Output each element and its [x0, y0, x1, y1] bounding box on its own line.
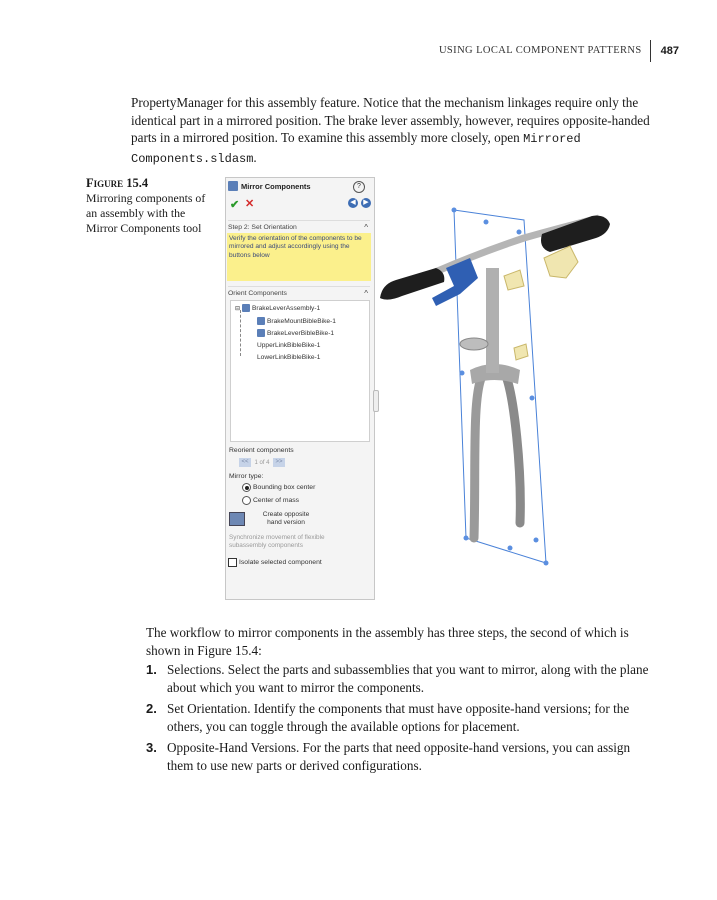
bike-assembly-image: [374, 198, 614, 568]
figure-caption-text: Mirroring components of an assembly with the Mirror Components tool: [86, 191, 206, 235]
mirror-type-label: Mirror type:: [229, 473, 264, 480]
sync-movement-checkbox[interactable]: [229, 534, 349, 550]
panel-title: [228, 181, 311, 191]
part-icon: [257, 329, 265, 337]
tree-item[interactable]: [257, 329, 334, 337]
radio-label: Center of mass: [253, 497, 300, 504]
tree-connector: [240, 310, 241, 356]
bell: [460, 338, 488, 350]
radio-unselected-icon[interactable]: [242, 496, 251, 505]
collapse-caret-icon[interactable]: ^: [364, 289, 368, 298]
next-arrow-icon[interactable]: ▶: [361, 198, 371, 208]
fork-left: [474, 376, 482, 538]
intro-paragraph: [131, 94, 656, 168]
figure-label: Figure 15.4: [86, 176, 149, 190]
running-header: [439, 40, 679, 62]
orientation-note: Verify the orientation of the components to be mirrored and adjust accordingly using the buttons below: [227, 233, 371, 281]
mirror-components-panel: [225, 177, 375, 600]
reorient-pager: [239, 458, 285, 467]
create-opposite-hand-button[interactable]: [229, 512, 245, 526]
pager-count: 1 of 4: [254, 459, 270, 466]
tree-item-label: BrakeLeverBibleBike-1: [267, 329, 335, 337]
checkbox-icon[interactable]: [228, 558, 237, 567]
tree-item-label: LowerLinkBibleBike-1: [257, 354, 321, 361]
grip-left: [380, 268, 444, 300]
link-yellow: [504, 270, 524, 290]
radio-bounding-box[interactable]: [242, 483, 315, 492]
radio-selected-icon[interactable]: [242, 483, 251, 492]
tree-item[interactable]: [257, 354, 320, 361]
step-number: 1.: [146, 662, 157, 677]
lower-link-yellow: [514, 344, 528, 360]
expand-minus-icon[interactable]: ⊟: [235, 305, 241, 312]
figure-caption: [86, 176, 206, 236]
isolate-checkbox[interactable]: [228, 558, 322, 567]
intro-filename: Mirrored Components.sldasm: [131, 132, 581, 166]
step-text: Selections. Select the parts and subassemblies that you want to mirror, along with the plane about which you want to mirror the components.: [167, 662, 649, 695]
list-item: [146, 739, 656, 774]
step-header-label: Step 2: Set Orientation: [228, 224, 297, 231]
help-icon[interactable]: ?: [353, 181, 365, 193]
ok-check-icon[interactable]: ✔: [230, 199, 240, 211]
page-number: 487: [660, 45, 679, 57]
collapse-caret-icon[interactable]: ^: [364, 223, 368, 232]
step-number: 3.: [146, 740, 157, 755]
cancel-x-icon[interactable]: ✕: [245, 198, 255, 210]
tree-item[interactable]: [235, 304, 320, 312]
tree-item[interactable]: [257, 342, 320, 349]
part-icon: [257, 317, 265, 325]
isolate-label: Isolate selected component: [239, 559, 322, 566]
previous-button[interactable]: <<: [239, 458, 251, 467]
panel-title-text: Mirror Components: [241, 181, 311, 191]
step-number: 2.: [146, 701, 157, 716]
step-text: Opposite-Hand Versions. For the parts that need opposite-hand versions, you can assign them to use new parts or derived configurations.: [167, 740, 631, 773]
stem: [486, 268, 499, 373]
mirror-components-icon: [228, 181, 238, 191]
intro-text: PropertyManager for this assembly feature. Notice that the mechanism linkages require only the identical part in a mirrored position. The brake lever assembly, however, requires opposite-handed parts in a mirrored position. To examine this assembly more closely, open: [131, 95, 650, 145]
orient-components-header[interactable]: [228, 286, 370, 297]
fork-right: [506, 376, 520, 523]
radio-label: Bounding box center: [253, 484, 316, 491]
list-item: [146, 700, 656, 735]
tree-item-label: BrakeLeverAssembly-1: [252, 304, 321, 312]
radio-center-of-mass[interactable]: [242, 496, 299, 505]
sync-label: Synchronize movement of flexible subassembly components: [229, 534, 325, 549]
step-header[interactable]: [228, 220, 370, 231]
back-arrow-icon[interactable]: ◀: [348, 198, 358, 208]
body-paragraph: The workflow to mirror components in the assembly has three steps, the second of which is shown in Figure 15.4:: [146, 625, 629, 658]
list-item: [146, 661, 656, 696]
tree-item[interactable]: [257, 317, 336, 325]
reorient-label: Reorient components: [229, 447, 294, 454]
running-title: USING LOCAL COMPONENT PATTERNS: [439, 40, 651, 62]
create-opposite-hand-label: Create opposite hand version: [262, 511, 310, 526]
orient-header-label: Orient Components: [228, 290, 287, 297]
assembly-icon: [242, 304, 250, 312]
component-tree[interactable]: [230, 300, 370, 442]
intro-end: .: [253, 149, 257, 165]
tree-item-label: BrakeMountBibleBike-1: [267, 317, 336, 325]
tree-item-label: UpperLinkBibleBike-1: [257, 342, 321, 349]
next-button[interactable]: >>: [273, 458, 285, 467]
step-text: Set Orientation. Identify the components that must have opposite-hand versions; for the others, you can toggle through the available options for placement.: [167, 701, 630, 734]
